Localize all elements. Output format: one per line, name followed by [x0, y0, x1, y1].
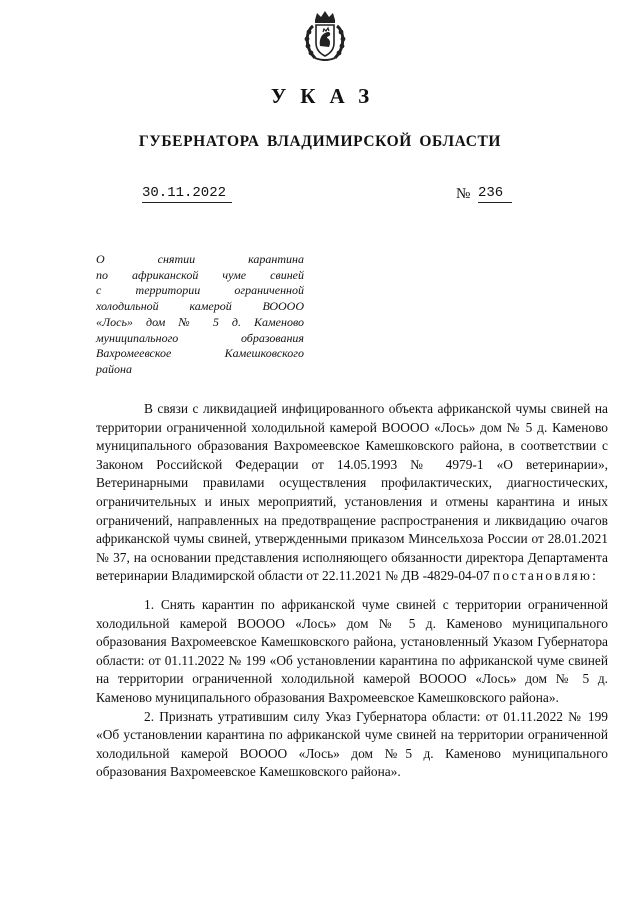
coat-of-arms-emblem	[303, 10, 347, 62]
number-sign: №	[456, 186, 471, 202]
subject-line: по африканской чуме свиней	[96, 267, 304, 282]
preamble-text: В связи с ликвидацией инфицированного объекта африканской чумы свиней на территории ограниченной холодильной камерой ВОООО «Лось» дом № 5 д. Каменово муниципального образования Вахромеевское Камешковского района, в соответствии с Законом Российской Федерации от 14.05.1993 № 4979-1 «О ветеринарии», Ветеринарными правилами осуществления профилактических, диагностических, ограничительных и иных мероприятий, установления и отмены карантина и иных ограничений, направленных на предотвращение распространения и ликвидацию очагов африканской чумы свиней, утвержденными приказом Минсельхоза России от 28.01.2021 № 37, на основании представления исполняющего обязанности директора Департамента ветеринарии Владимирской области от 22.11.2021 № ДВ -4829-04-07	[96, 401, 608, 584]
subject-line: района	[96, 361, 132, 376]
subject-line: с территории ограниченной	[96, 283, 304, 298]
decree-subject	[96, 252, 304, 378]
document-type-title: УКАЗ	[270, 84, 384, 108]
decree-word: постановляю:	[492, 568, 599, 584]
issuer-title: ГУБЕРНАТОРА ВЛАДИМИРСКОЙ ОБЛАСТИ	[138, 133, 502, 150]
decree-body	[96, 400, 608, 782]
subject-line: холодильной камерой ВОООО	[96, 299, 304, 314]
subject-line: О снятии карантина	[96, 252, 304, 266]
subject-line: муниципального образования	[96, 330, 304, 345]
decree-item-1: 1. Снять карантин по африканской чуме свиней с территории ограниченной холодильной камерой ВОООО «Лось» дом № 5 д. Каменово муниципального образования Вахромеевское Камешковского района, установленный Указом Губернатора области: от 01.11.2022 № 199 «Об установлении карантина по африканской чуме свиней на территории ограниченной холодильной камерой ВОООО «Лось» дом № 5 д. Каменово муниципального образования Вахромеевское Камешковского района».	[96, 596, 608, 705]
preamble-paragraph	[96, 400, 608, 586]
subject-line: «Лось» дом № 5 д. Каменово	[96, 314, 304, 329]
decree-number: 236	[478, 185, 512, 203]
decree-date: 30.11.2022	[142, 185, 232, 203]
subject-line: Вахромеевское Камешковского	[96, 346, 304, 361]
decree-item-2: 2. Признать утратившим силу Указ Губернатора области: от 01.11.2022 № 199 «Об установлении карантина по африканской чуме свиней на территории ограниченной холодильной камерой ВОООО «Лось» дом №5 д. Каменово муниципального образования Вахромеевское Камешковского района».	[96, 708, 608, 780]
